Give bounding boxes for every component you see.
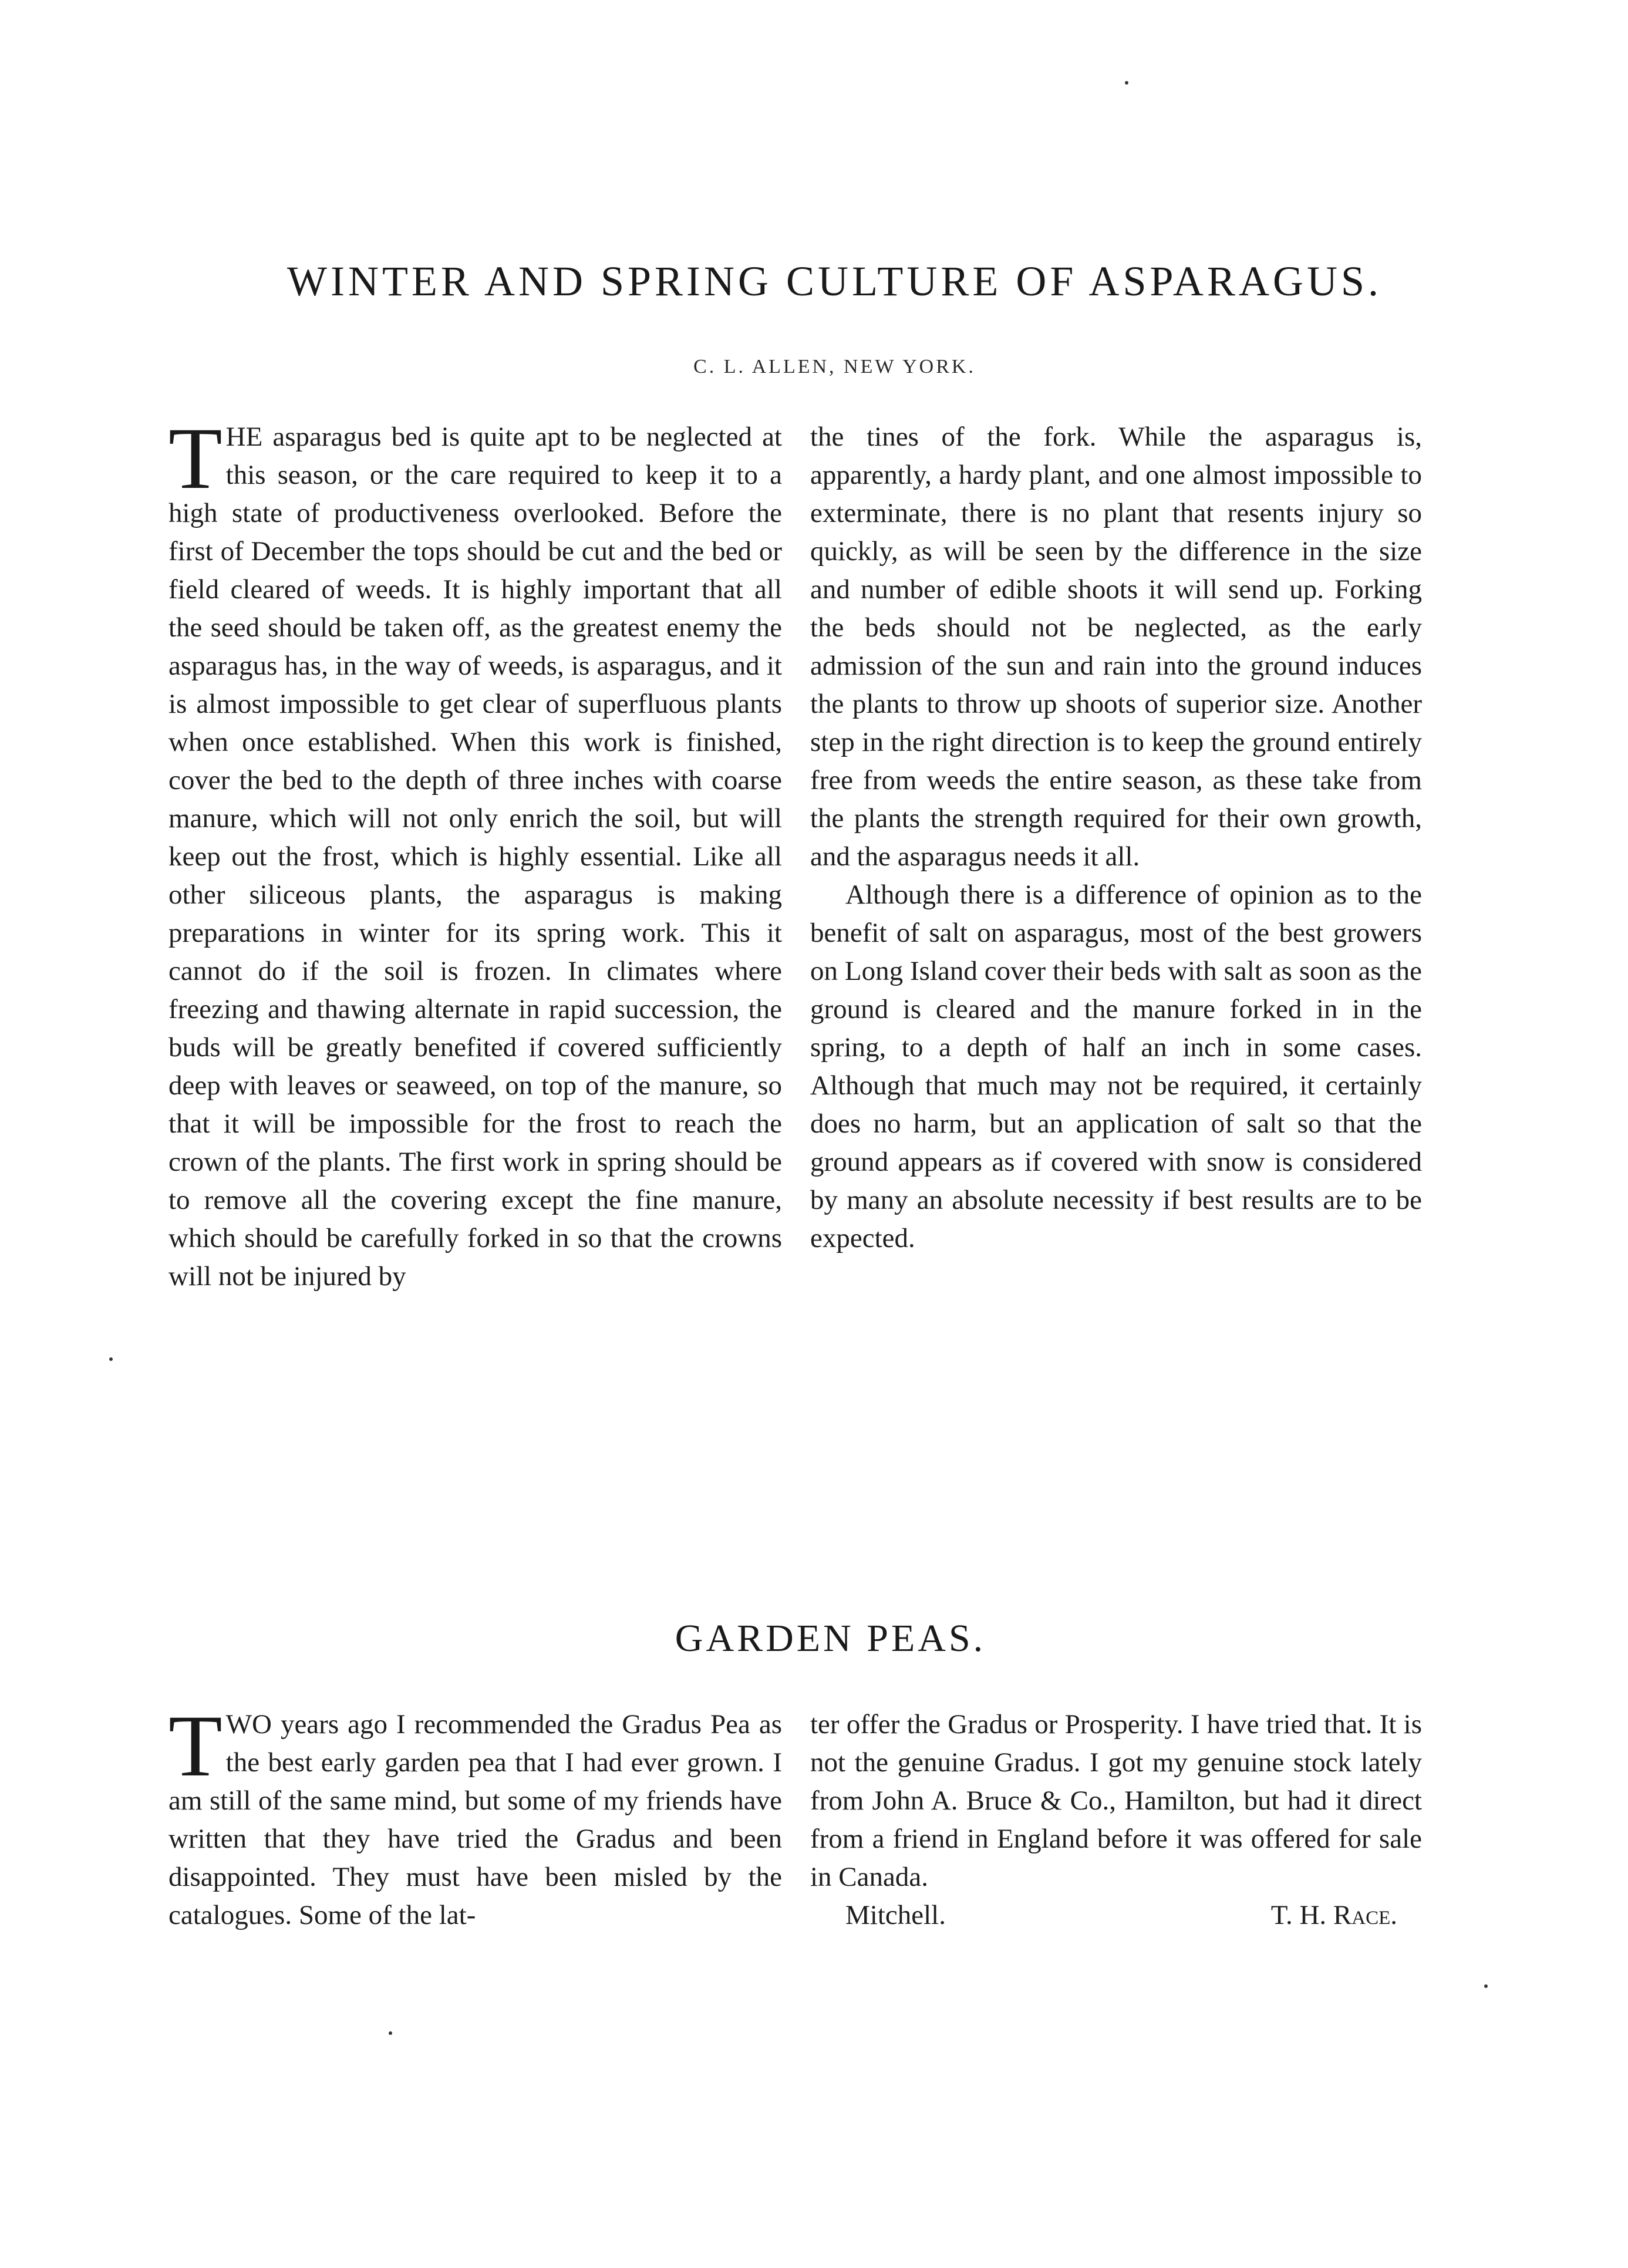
print-speck	[389, 2031, 392, 2035]
drop-cap: T	[168, 1697, 223, 1795]
peas-paragraph-continued: ter offer the Gradus or Prosperity. I have tried that. It is not the genuine Gradus. I got my genuine stock lately from John A. Bruce & Co., Hamilton, but had it direct from a friend in England before it was offered for sale in Canada.	[810, 1709, 1422, 1892]
peas-col1-text: WO years ago I recommended the Gradus Pea as the best early garden pea that I had ever grown. I am still of the same mind, but some of my friends have written that they have tried the Gradus and been disappointed. They must have been misled by the catalogues. Some of the lat-	[168, 1709, 782, 1930]
article-title-garden-peas: GARDEN PEAS.	[675, 1617, 986, 1660]
signature-line	[810, 1896, 1422, 1935]
peas-paragraph-1	[168, 1697, 782, 1935]
drop-cap: T	[168, 410, 223, 507]
asparagus-column-left	[168, 410, 782, 1296]
print-speck	[1484, 1984, 1488, 1988]
print-speck	[1125, 81, 1128, 85]
signature-author: T. H. Race.	[1270, 1900, 1397, 1930]
article-title-asparagus: WINTER AND SPRING CULTURE OF ASPARAGUS.	[287, 258, 1382, 305]
peas-column-left	[168, 1697, 782, 1935]
peas-column-right	[810, 1706, 1422, 1935]
article-byline: C. L. ALLEN, NEW YORK.	[693, 356, 976, 378]
asparagus-paragraph-2: Although there is a difference of opinion as to the benefit of salt on asparagus, most of the best growers on Long Island cover their beds with salt as soon as the ground is cleared and the manure forked in in the spring, to a depth of half an inch in some cases. Although that much may not be required, it certainly does no harm, but an application of salt so that the ground appears as if covered with snow is considered by many an absolute necessity if best results are to be expected.	[810, 879, 1422, 1253]
signature-place: Mitchell.	[845, 1900, 946, 1930]
print-speck	[109, 1357, 113, 1361]
asparagus-col1-text: HE asparagus bed is quite apt to be neglected at this season, or the care required to keep it to a high state of productiveness overlooked. Before the first of December the tops should be cut and the bed or field cleared of weeds. It is highly important that all the seed should be taken off, as the greatest enemy the asparagus has, in the way of weeds, is asparagus, and it is almost impossible to get clear of superfluous plants when once established. When this work is finished, cover the bed to the depth of three inches with coarse manure, which will not only enrich the soil, but will keep out the frost, which is highly essential. Like all other siliceous plants, the asparagus is making preparations in winter for its spring work. This it cannot do if the soil is frozen. In climates where freezing and thawing alternate in rapid succession, the buds will be greatly benefited if covered sufficiently deep with leaves or seaweed, on top of the manure, so that it will be impossible for the frost to reach the crown of the plants. The first work in spring should be to remove all the covering except the fine manure, which should be carefully forked in so that the crowns will not be injured by	[168, 422, 782, 1292]
asparagus-paragraph-continued: the tines of the fork. While the asparagus is, apparently, a hardy plant, and one almost impossible to exterminate, there is no plant that resents injury so quickly, as will be seen by the difference in the size and number of edible shoots it will send up. Forking the beds should not be neglected, as the early admission of the sun and rain into the ground induces the plants to throw up shoots of superior size. Another step in the right direction is to keep the ground entirely free from weeds the entire season, as these take from the plants the strength required for their own growth, and the asparagus needs it all.	[810, 422, 1422, 872]
asparagus-paragraph-1	[168, 410, 782, 1296]
asparagus-column-right	[810, 418, 1422, 1258]
